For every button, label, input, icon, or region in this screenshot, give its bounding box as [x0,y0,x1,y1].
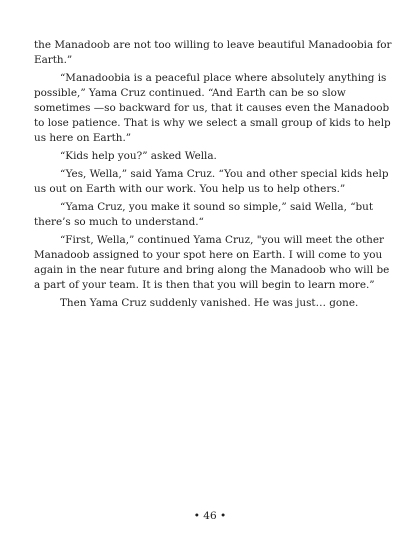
paragraph: “First, Wella,” continued Yama Cruz, "you will meet the other Manadoob assigned to your spot here on Earth. I will come to you again in the near future and bring along the Manadoob who will be a part of your team. It is then that you will begin to learn more.” [34,234,390,291]
page-number: • 46 • [193,510,227,522]
paragraph-continuation: the Manadoob are not too willing to leave beautiful Manadoobia for Earth.” [34,39,392,66]
paragraph: “Manadoobia is a peaceful place where absolutely anything is possible,” Yama Cruz continued. “And Earth can be so slow sometimes —so backward for us, that it causes even the Manadoob to lose patience. That is why we select a small group of kids to help us here on Earth.” [34,72,391,144]
paragraph: Then Yama Cruz suddenly vanished. He was just… gone. [60,297,359,309]
body-text [34,38,396,314]
paragraph: “Yama Cruz, you make it sound so simple,” said Wella, “but there’s so much to understand.“ [34,201,374,228]
paragraph: “Kids help you?” asked Wella. [60,150,217,162]
paragraph: “Yes, Wella,” said Yama Cruz. “You and other special kids help us out on Earth with our work. You help us to help others.” [34,168,389,195]
